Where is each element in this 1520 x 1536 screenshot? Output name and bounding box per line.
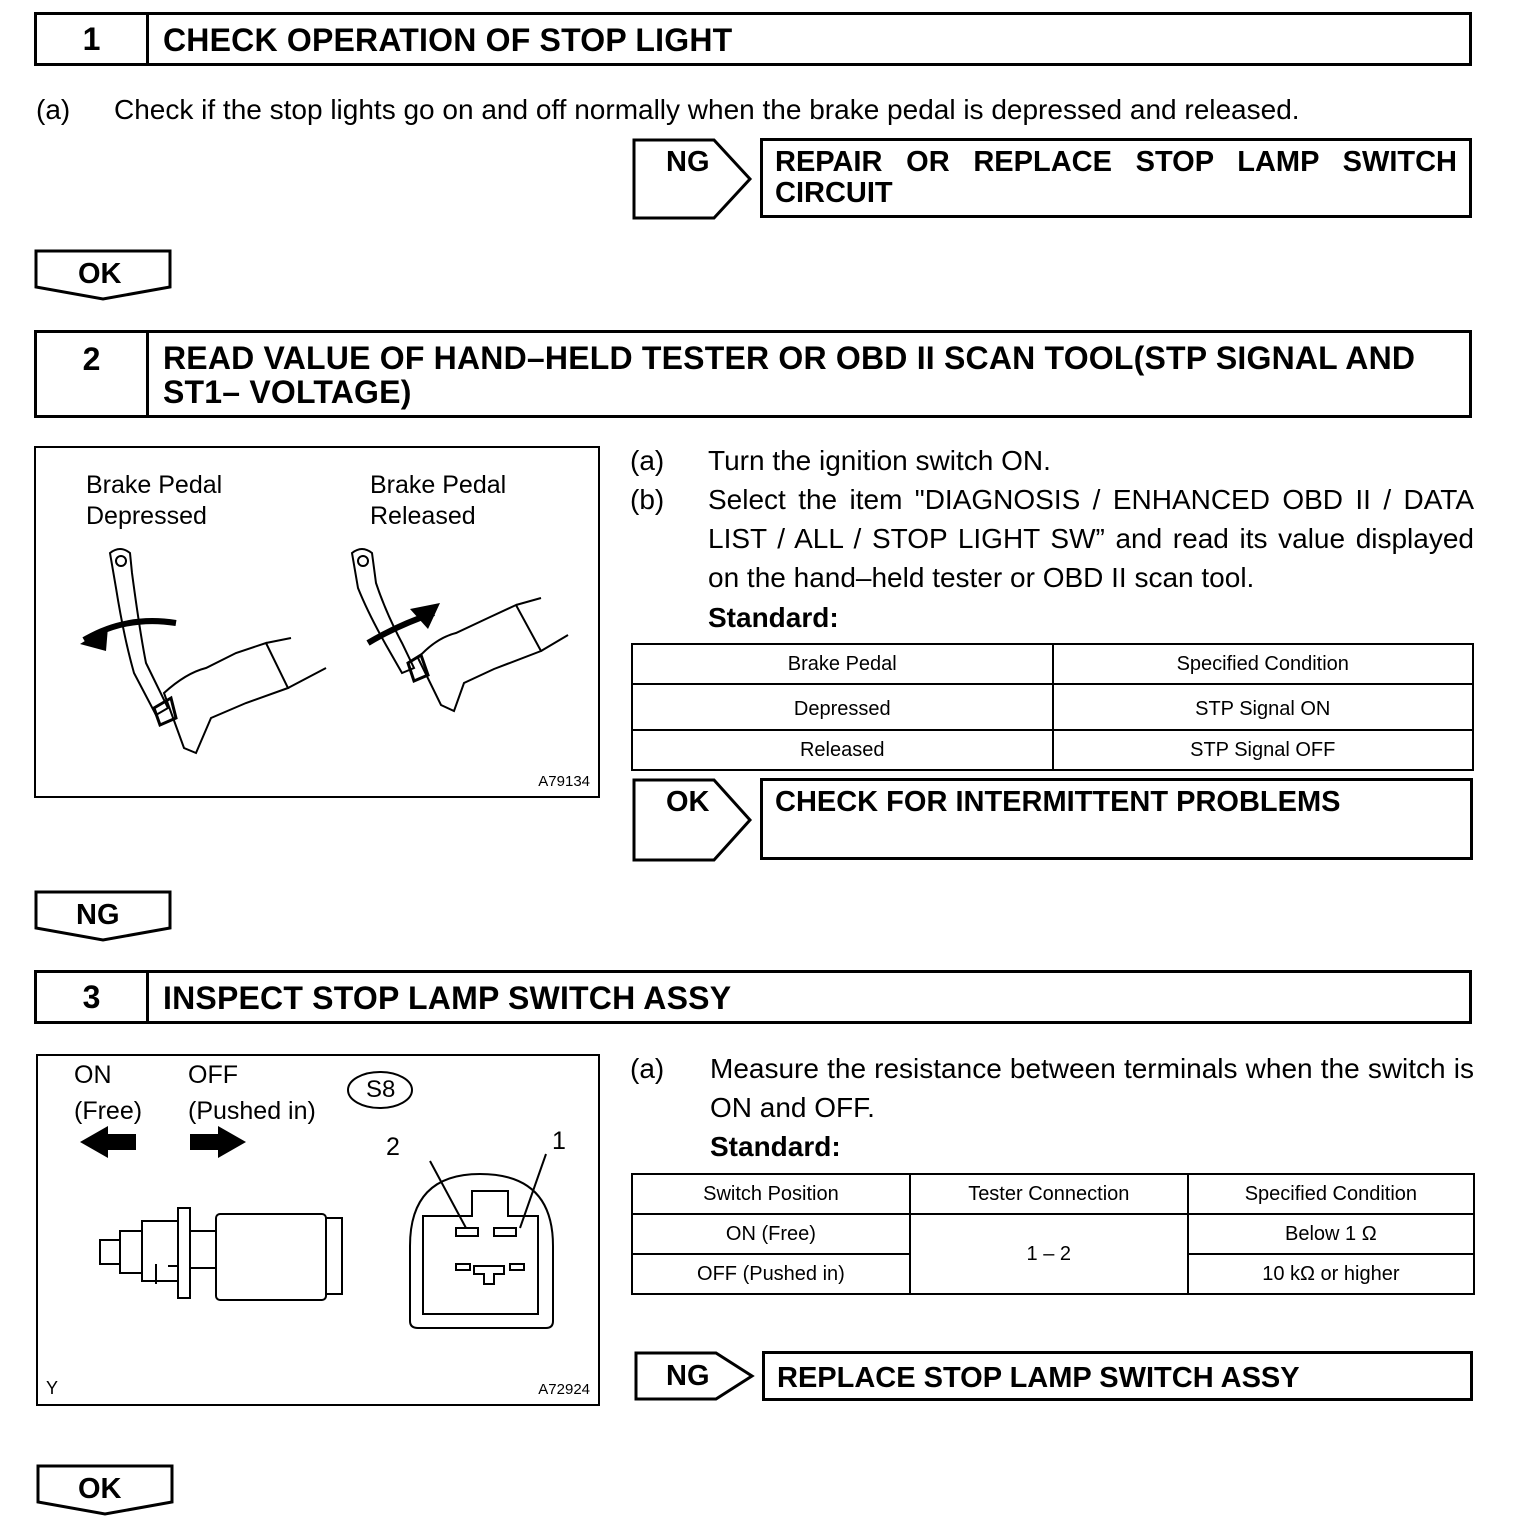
standard-label: Standard: [708,602,839,633]
table-cell: Depressed [632,684,1053,730]
depressed-label [86,470,222,532]
switch-drawing [38,1056,598,1401]
corner-letter: Y [46,1378,59,1398]
item-text: Turn the ignition switch ON. [708,445,1051,476]
standard-label: Standard: [710,1131,841,1162]
ok-result-box: CHECK FOR INTERMITTENT PROBLEMS [760,778,1473,860]
table-row [632,684,1473,730]
ng-result-box: REPAIR OR REPLACE STOP LAMP SWITCH CIRCUIT [760,138,1472,218]
brake-pedal-spec-table [631,643,1474,771]
pedal-depressed-illustration [80,549,326,753]
table-cell: STP Signal OFF [1053,730,1474,770]
ng-tag-label: NG [666,146,710,178]
table-header-cell: Tester Connection [910,1174,1188,1214]
step-1-header [34,12,1472,66]
brake-pedal-drawing [36,543,596,793]
tester-connection-cell: 1 – 2 [910,1214,1188,1294]
step-3-header [34,970,1472,1024]
step-title: INSPECT STOP LAMP SWITCH ASSY [163,980,732,1016]
ok-tag-label: OK [78,1473,122,1505]
table-header-cell: Specified Condition [1188,1174,1474,1214]
step-number: 1 [37,15,149,63]
label-line: Released [370,502,476,530]
label-line: (Free) [74,1097,143,1125]
brake-pedal-figure [34,446,600,798]
table-cell: STP Signal ON [1053,684,1474,730]
table-cell: ON (Free) [632,1214,910,1254]
terminal-1-label: 1 [552,1127,566,1155]
ok-tag-label: OK [666,786,710,818]
label-line: Brake Pedal [86,471,223,499]
item-label: (a) [36,94,71,125]
connector-face-illustration [410,1154,553,1328]
connector-id: S8 [366,1076,396,1103]
label-line: OFF [188,1061,238,1089]
step-number: 3 [37,973,149,1021]
table-header-cell: Brake Pedal [632,644,1053,684]
terminal-2-label: 2 [386,1133,400,1161]
released-label [370,470,506,532]
table-header-cell: Switch Position [632,1174,910,1214]
switch-body-illustration [100,1208,342,1300]
step-title: CHECK OPERATION OF STOP LIGHT [163,22,733,58]
item-label: (a) [630,445,665,476]
item-text: Select the item "DIAGNOSIS / ENHANCED OBD II / DATA LIST / ALL / STOP LIGHT SW” and read its value displayed on the hand–held tester or OBD II scan tool. [708,484,1474,593]
table-header-row [632,644,1473,684]
item-label: (a) [630,1053,665,1084]
table-row [632,730,1473,770]
table-header-cell: Specified Condition [1053,644,1474,684]
step-2-header [34,330,1472,418]
step-number: 2 [37,333,149,415]
table-row [632,1214,1474,1254]
label-line: Depressed [86,502,207,530]
label-line: (Pushed in) [188,1097,316,1125]
item-label: (b) [630,484,665,515]
ok-tag-label: OK [78,258,122,290]
ng-tag-label: NG [666,1360,710,1392]
switch-resistance-spec-table [631,1173,1475,1295]
step-title: READ VALUE OF HAND–HELD TESTER OR OBD II SCAN TOOL(STP SIGNAL AND ST1– VOLTAGE) [163,340,1416,410]
table-header-row [632,1174,1474,1214]
table-cell: Below 1 Ω [1188,1214,1474,1254]
item-text: Check if the stop lights go on and off normally when the brake pedal is depressed and released. [114,94,1300,125]
pedal-released-illustration [352,549,568,711]
table-cell: 10 kΩ or higher [1188,1254,1474,1294]
table-cell: OFF (Pushed in) [632,1254,910,1294]
ng-result-box: REPLACE STOP LAMP SWITCH ASSY [762,1351,1473,1401]
arrow-left-icon [80,1126,136,1158]
figure-code: A72924 [538,1381,590,1398]
arrow-right-icon [190,1126,246,1158]
item-text: Measure the resistance between terminals when the switch is ON and OFF. [710,1053,1474,1123]
table-cell: Released [632,730,1053,770]
ng-tag-label: NG [76,899,120,931]
stop-lamp-switch-figure [36,1054,600,1406]
figure-code: A79134 [538,773,590,790]
label-line: Brake Pedal [370,471,507,499]
label-line: ON [74,1061,112,1089]
